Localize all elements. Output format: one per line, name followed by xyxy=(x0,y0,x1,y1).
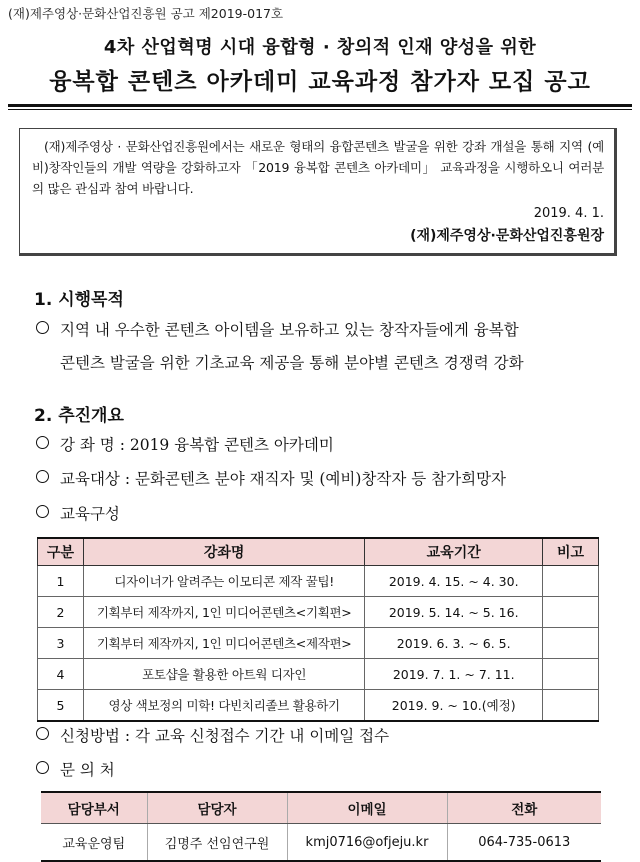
contact-table-header xyxy=(41,792,601,824)
cell-title: 디자이너가 알려주는 이모티콘 제작 꿀팁! xyxy=(83,566,364,597)
circle-bullet-icon xyxy=(36,761,49,774)
intro-organization: (재)제주영상·문화산업진흥원장 xyxy=(410,228,604,244)
cell-title: 기획부터 제작까지, 1인 미디어콘텐츠<기획편> xyxy=(83,597,364,628)
page-title: 융복합 콘텐츠 아카데미 교육과정 참가자 모집 공고 xyxy=(49,69,591,95)
cell-title: 기획부터 제작까지, 1인 미디어콘텐츠<제작편> xyxy=(83,628,364,659)
header-email: 이메일 xyxy=(287,792,447,824)
course-table-header xyxy=(38,538,599,566)
course-name-text: 강 좌 명 : 2019 융복합 콘텐츠 아카데미 xyxy=(60,436,334,454)
cell-note xyxy=(543,690,599,722)
intro-box xyxy=(19,128,617,256)
cell-note xyxy=(543,628,599,659)
circle-bullet-icon xyxy=(36,321,49,334)
header-no: 구분 xyxy=(38,538,84,566)
section1-heading: 1. 시행목적 xyxy=(34,290,124,310)
cell-period: 2019. 5. 14. ~ 5. 16. xyxy=(365,597,543,628)
table-row xyxy=(38,566,599,597)
course-name-bullet xyxy=(36,433,334,455)
contact-table xyxy=(41,791,601,862)
apply-method-bullet xyxy=(36,724,389,746)
structure-bullet xyxy=(36,502,120,524)
header-period: 교육기간 xyxy=(365,538,543,566)
header-title: 강좌명 xyxy=(83,538,364,566)
cell-dept: 교육운영팀 xyxy=(41,824,147,862)
intro-date: 2019. 4. 1. xyxy=(533,206,604,221)
title-divider xyxy=(8,104,632,107)
cell-person: 김명주 선임연구원 xyxy=(147,824,287,862)
title-divider-thin xyxy=(8,109,632,110)
circle-bullet-icon xyxy=(36,727,49,740)
cell-title: 영상 색보정의 미학! 다빈치리졸브 활용하기 xyxy=(83,690,364,722)
structure-text: 교육구성 xyxy=(60,505,120,523)
cell-period: 2019. 9. ~ 10.(예정) xyxy=(365,690,543,722)
circle-bullet-icon xyxy=(36,470,49,483)
table-row xyxy=(38,597,599,628)
circle-bullet-icon xyxy=(36,436,49,449)
cell-note xyxy=(543,597,599,628)
purpose-line1: 지역 내 우수한 콘텐츠 아이템을 보유하고 있는 창작자들에게 융복합 xyxy=(60,321,519,339)
target-bullet xyxy=(36,467,506,489)
cell-email[interactable]: kmj0716@ofjeju.kr xyxy=(287,824,447,862)
section2-heading: 2. 추진개요 xyxy=(34,406,124,426)
inquiry-bullet xyxy=(36,758,115,780)
inquiry-text: 문 의 처 xyxy=(60,761,115,779)
cell-note xyxy=(543,566,599,597)
cell-no: 1 xyxy=(38,566,84,597)
table-row xyxy=(41,824,601,862)
table-row xyxy=(38,659,599,690)
cell-no: 2 xyxy=(38,597,84,628)
purpose-bullet xyxy=(36,318,519,340)
header-phone: 전화 xyxy=(447,792,601,824)
apply-method-text: 신청방법 : 각 교육 신청접수 기간 내 이메일 접수 xyxy=(60,727,390,745)
header-person: 담당자 xyxy=(147,792,287,824)
cell-title: 포토샵을 활용한 아트웍 디자인 xyxy=(83,659,364,690)
cell-period: 2019. 4. 15. ~ 4. 30. xyxy=(365,566,543,597)
cell-phone: 064-735-0613 xyxy=(478,834,571,850)
cell-no: 4 xyxy=(38,659,84,690)
header-note: 비고 xyxy=(543,538,599,566)
purpose-line2: 콘텐츠 발굴을 위한 기초교육 제공을 통해 분야별 콘텐츠 경쟁력 강화 xyxy=(60,354,524,372)
intro-text: (재)제주영상 · 문화산업진흥원에서는 새로운 형태의 융합콘텐츠 발굴을 위한 강좌 개설을 통해 지역 (예비)창작인들의 개발 역량을 강화하고자 「2019 융복합 콘텐츠 아카데미」 교육과정을 시행하오니 여러분의 많은 관심과 참여 바랍니다. xyxy=(32,139,604,196)
cell-period: 2019. 7. 1. ~ 7. 11. xyxy=(365,659,543,690)
cell-period: 2019. 6. 3. ~ 6. 5. xyxy=(365,628,543,659)
header-dept: 담당부서 xyxy=(41,792,147,824)
notice-subtitle: 4차 산업혁명 시대 융합형 · 창의적 인재 양성을 위한 xyxy=(103,37,537,58)
cell-no: 5 xyxy=(38,690,84,722)
circle-bullet-icon xyxy=(36,505,49,518)
table-row xyxy=(38,628,599,659)
cell-note xyxy=(543,659,599,690)
cell-no: 3 xyxy=(38,628,84,659)
target-text: 교육대상 : 문화콘텐츠 분야 재직자 및 (예비)창작자 등 참가희망자 xyxy=(60,470,507,488)
notice-number: (재)제주영상·문화산업진흥원 공고 제2019-017호 xyxy=(8,6,284,21)
course-table xyxy=(37,537,599,722)
table-row xyxy=(38,690,599,722)
